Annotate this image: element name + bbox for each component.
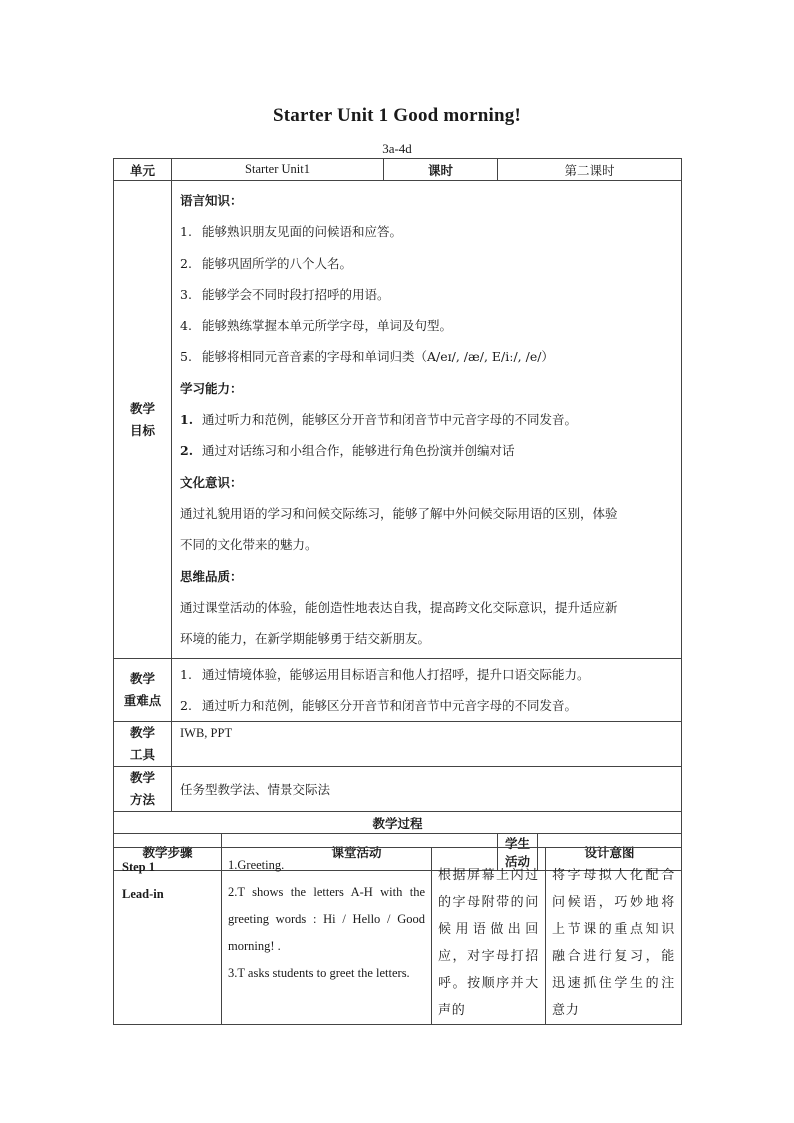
period-label: 课时 bbox=[384, 159, 498, 181]
unit-value: Starter Unit1 bbox=[172, 159, 384, 181]
process-title: 教学过程 bbox=[114, 812, 682, 834]
design-intent: 将字母拟人化配合问候语，巧妙地将上节课的重点知识融合进行复习，能迅速抓住学生的注意力 bbox=[546, 848, 682, 1025]
methods-value: 任务型教学法、情景交际法 bbox=[172, 767, 682, 812]
ability-item: 1. 通过听力和范例，能够区分开音节和闭音节中元音字母的不同发音。 bbox=[180, 412, 578, 428]
key-points-content bbox=[172, 659, 682, 722]
objective-item: 4. 能够熟练掌握本单元所学字母，单词及句型。 bbox=[180, 318, 453, 334]
process-body-table bbox=[113, 847, 682, 1025]
objectives-label: 教学 目标 bbox=[114, 181, 172, 659]
ability-item: 2. 通过对话练习和小组合作，能够进行角色扮演并创编对话 bbox=[180, 443, 515, 459]
page-subtitle: 3a-4d bbox=[382, 141, 412, 156]
learning-ability-heading: 学习能力： bbox=[180, 380, 243, 396]
page-title: Starter Unit 1 Good morning! bbox=[272, 105, 522, 126]
process-header-step: 教学步骤 bbox=[114, 834, 222, 871]
key-point-item: 1. 通过情境体验，能够运用目标语言和他人打招呼，提升口语交际能力。 bbox=[180, 667, 590, 683]
student-activity: 根据屏幕上闪过的字母附带的问候用语做出回应，对字母打招呼。按顺序并大声的 bbox=[432, 848, 546, 1025]
culture-heading: 文化意识： bbox=[180, 474, 243, 490]
culture-text: 不同的文化带来的魅力。 bbox=[180, 537, 318, 553]
objective-item: 5. 能够将相同元音音素的字母和单词归类（A/eɪ/, /æ/, E/iː/, /e/） bbox=[180, 349, 554, 365]
thinking-heading: 思维品质： bbox=[180, 568, 243, 584]
tools-value: IWB, PPT bbox=[172, 722, 682, 767]
activity-item: 1.Greeting. bbox=[228, 858, 285, 872]
unit-label: 单元 bbox=[114, 159, 172, 181]
activity-item: 3.T asks students to greet the letters. bbox=[228, 966, 410, 980]
objective-item: 1. 能够熟识朋友见面的问候语和应答。 bbox=[180, 224, 403, 240]
culture-text: 通过礼貌用语的学习和问候交际练习，能够了解中外问候交际用语的区别，体验 bbox=[180, 505, 618, 521]
activity-item: 2.T shows the letters A-H with the greeting words : Hi / Hello / Good morning! . bbox=[228, 885, 425, 953]
key-points-label: 教学 重难点 bbox=[114, 659, 172, 722]
thinking-text: 环境的能力，在新学期能够勇于结交新朋友。 bbox=[180, 631, 431, 647]
classroom-activities bbox=[222, 848, 432, 1025]
methods-label: 教学 方法 bbox=[114, 767, 172, 812]
process-header-activity: 课堂活动 bbox=[222, 834, 498, 871]
lesson-plan-table bbox=[113, 158, 682, 871]
process-header-intent: 设计意图 bbox=[538, 834, 682, 871]
objective-item: 3. 能够学会不同时段打招呼的用语。 bbox=[180, 286, 390, 302]
thinking-text: 通过课堂活动的体验，能创造性地表达自我，提高跨文化交际意识，提升适应新 bbox=[180, 599, 618, 615]
objective-item: 2. 能够巩固所学的八个人名。 bbox=[180, 255, 353, 271]
objectives-content bbox=[172, 181, 682, 659]
process-header-student: 学生活动 bbox=[498, 834, 538, 871]
period-value: 第二课时 bbox=[498, 159, 682, 181]
step-cell: Step 1 Lead-in bbox=[114, 848, 222, 1025]
language-knowledge-heading: 语言知识： bbox=[180, 193, 243, 208]
tools-label: 教学 工具 bbox=[114, 722, 172, 767]
key-point-item: 2. 通过听力和范例，能够区分开音节和闭音节中元音字母的不同发音。 bbox=[180, 698, 578, 714]
